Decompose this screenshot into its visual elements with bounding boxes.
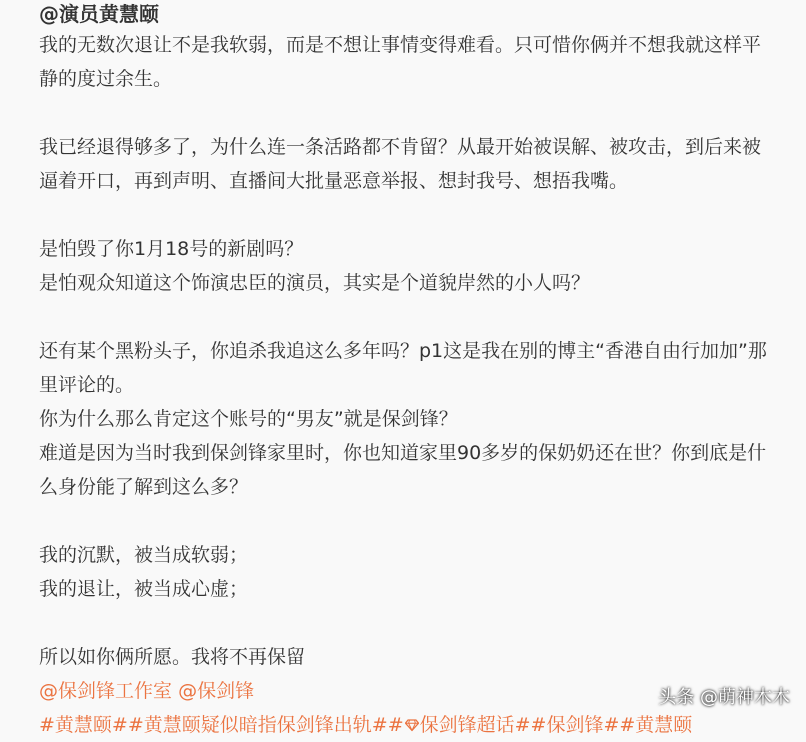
watermark: 头条 @萌神木木: [658, 687, 790, 708]
paragraph-spacer: [39, 300, 799, 334]
post-text-line: 么身份能了解到这么多？: [39, 476, 249, 498]
hashtag-link[interactable]: #黄慧颐: [619, 714, 693, 736]
hashtags-line: [39, 708, 799, 742]
paragraph-3: [39, 232, 799, 300]
mention-link[interactable]: @保剑锋工作室: [39, 680, 173, 702]
supertopic-label: 保剑锋超话#: [419, 714, 531, 736]
paragraph-2: [39, 130, 799, 198]
hashtag-link[interactable]: #黄慧颐#: [39, 714, 128, 736]
weibo-post: [39, 0, 799, 742]
supertopic-link[interactable]: # 保剑锋超话#: [387, 714, 531, 736]
diamond-icon: [405, 718, 419, 732]
post-text-line: 还有某个黑粉头子，你追杀我追这么多年吗？p1这是我在别的博主“香港自由行加加”那: [39, 340, 767, 362]
paragraph-spacer: [39, 504, 799, 538]
post-text-line: 是怕毁了你1月18号的新剧吗？: [39, 238, 304, 260]
paragraph-5: [39, 538, 799, 606]
post-text-line: 我的无数次退让不是我软弱，而是不想让事情变得难看。只可惜你俩并不想我就这样平: [39, 34, 762, 56]
post-text-line: 逼着开口，再到声明、直播间大批量恶意举报、想封我号、想捂我嘴。: [39, 170, 629, 192]
post-author[interactable]: @演员黄慧颐: [39, 2, 159, 26]
post-text-line: 里评论的。: [39, 374, 135, 396]
paragraph-1: [39, 28, 799, 96]
paragraph-4: [39, 334, 799, 504]
paragraph-spacer: [39, 198, 799, 232]
post-text-line: 我的退让，被当成心虚；: [39, 578, 249, 600]
paragraph-spacer: [39, 606, 799, 640]
post-text-line: 是怕观众知道这个饰演忠臣的演员，其实是个道貌岸然的小人吗？: [39, 272, 591, 294]
post-text-line: 难道是因为当时我到保剑锋家里时，你也知道家里90多岁的保奶奶还在世？你到底是什: [39, 442, 767, 464]
hashtag-link[interactable]: #保剑锋#: [530, 714, 620, 736]
hashtag-link[interactable]: #黄慧颐疑似暗指保剑锋出轨#: [127, 714, 388, 736]
closing-line: 所以如你俩所愿。我将不再保留: [39, 646, 306, 668]
post-text-line: 我已经退得够多了，为什么连一条活路都不肯留？从最开始被误解、被攻击，到后来被: [39, 136, 762, 158]
mention-link[interactable]: @保剑锋: [178, 680, 255, 702]
post-text-line: 你为什么那么肯定这个账号的“男友”就是保剑锋？: [39, 408, 458, 430]
paragraph-spacer: [39, 96, 799, 130]
post-text-line: 我的沉默，被当成软弱；: [39, 544, 249, 566]
post-text-line: 静的度过余生。: [39, 68, 173, 90]
